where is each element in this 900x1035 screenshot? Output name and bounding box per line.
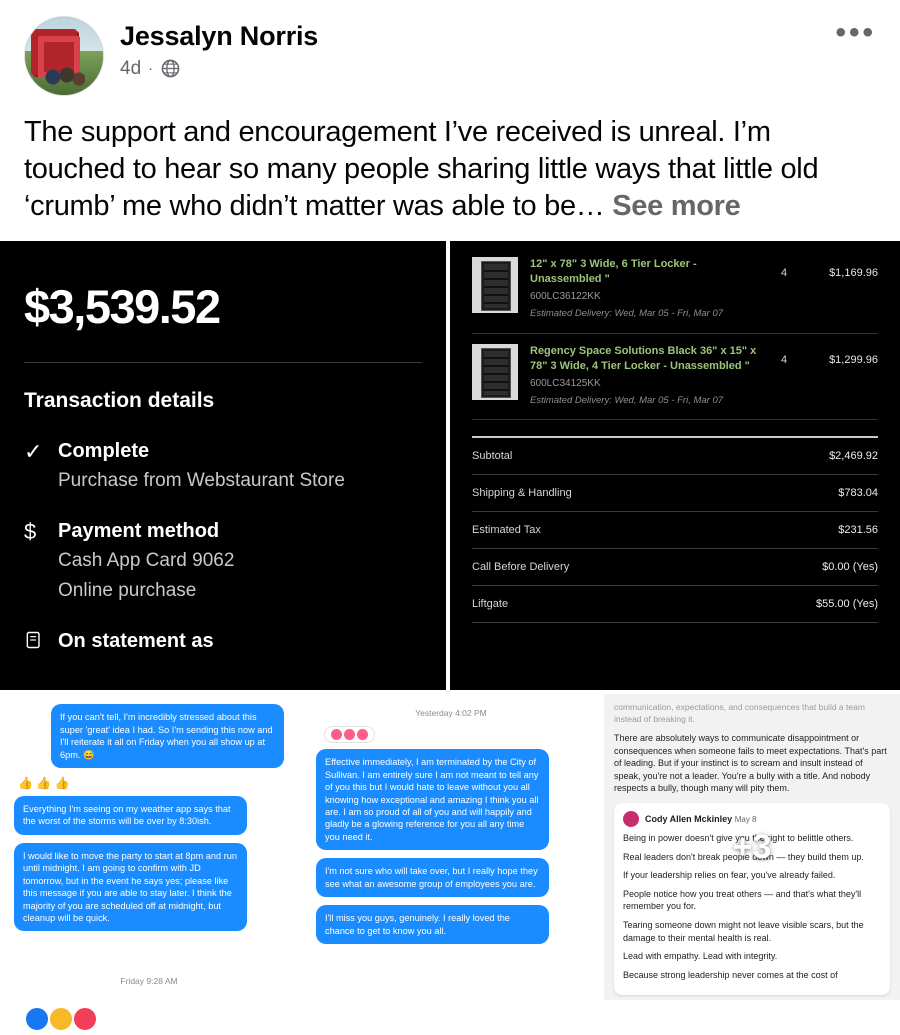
order-item-qty: 4 xyxy=(780,267,788,280)
order-item-delivery: Estimated Delivery: Wed, Mar 05 - Fri, Mar 07 xyxy=(530,394,724,406)
post-message-text: The support and encouragement I’ve received is unreal. I’m touched to hear so many people sharing little ways that little old ‘crumb’ me who didn’t matter was able to be… xyxy=(24,116,819,223)
comment-line: If your leadership relies on fear, you've already failed. xyxy=(623,870,836,881)
post-header xyxy=(0,0,900,96)
ellipsis-icon[interactable]: ••• xyxy=(835,16,876,49)
transaction-row-text xyxy=(58,519,234,603)
comment-body-text: There are absolutely ways to communicate disappointment or consequences when someone fails to meet expectations. That's part of leading. But if your instinct is to scream and insult instead of speak, you're not a leader. You're a bully with a title. And nobody respects a bully, though many will pity them. xyxy=(614,733,887,794)
attachment-cash-receipt[interactable] xyxy=(0,241,446,690)
comment-author xyxy=(623,811,881,827)
order-total-row xyxy=(472,512,878,549)
order-total-value: $2,469.92 xyxy=(829,450,878,463)
comment-line: Real leaders don't break people down — they build them up. xyxy=(623,851,864,862)
reactions-strip[interactable] xyxy=(0,1000,900,1032)
comment-line: Being in power doesn't give you the right to belittle others. xyxy=(623,833,854,844)
cash-receipt xyxy=(0,241,446,690)
sms-bubble: If you can't tell, I'm incredibly stressed about this super 'great' idea I had. So I'm sending this now and I'll reiterate it all on Friday when you all show up at 6pm. 😅 xyxy=(51,704,284,768)
order-summary xyxy=(450,241,900,690)
transaction-row-text xyxy=(58,629,214,653)
post-timestamp[interactable]: 4d xyxy=(120,57,142,79)
order-item-info xyxy=(530,257,764,321)
sms-timestamp: Friday 9:28 AM xyxy=(120,976,178,987)
statement-icon xyxy=(24,629,58,655)
avatar xyxy=(623,811,639,827)
transaction-row-payment xyxy=(24,519,422,603)
post-attachments-grid xyxy=(0,241,900,1000)
sms-bubble: I'll miss you guys, genuinely. I really loved the chance to get to know you all. xyxy=(316,905,549,944)
order-total-row xyxy=(472,438,878,475)
order-total-value: $231.56 xyxy=(838,524,878,537)
transaction-row-status xyxy=(24,439,422,493)
order-item xyxy=(472,334,878,421)
locker-thumbnail xyxy=(472,257,518,313)
order-total-row xyxy=(472,475,878,512)
comment-cut-off-text: communication, expectations, and consequences that build a team instead of breaking it. xyxy=(614,702,865,725)
order-total-row xyxy=(472,586,878,623)
order-item-price: $1,299.96 xyxy=(829,353,878,366)
order-item-sku: 600LC34125KK xyxy=(530,377,601,389)
heart-reactions-icon xyxy=(324,726,375,743)
sms-bubble: Effective immediately, I am terminated by the City of Sullivan. I am entirely sure I am not meant to tell any of you this but I would hate to leave without you all knowing how exceptional and amazing I think you all are. I am so proud of all of you and will happily and gladly be a glowing reference for you all any time you need it. xyxy=(316,749,549,850)
sms-bubble: Everything I'm seeing on my weather app says that the worst of the storms will be over by 8:30ish. xyxy=(14,796,247,835)
locker-icon xyxy=(481,348,511,398)
like-icon xyxy=(24,1006,50,1032)
order-total-value: $783.04 xyxy=(838,487,878,500)
love-icon xyxy=(72,1006,98,1032)
order-item xyxy=(472,247,878,334)
sms-timestamp: Yesterday 4:02 PM xyxy=(415,708,487,719)
post-message xyxy=(0,96,900,241)
status-sublabel: Purchase from Webstaurant Store xyxy=(58,470,345,492)
attachment-comment-screenshot[interactable] xyxy=(604,694,900,1000)
globe-icon[interactable] xyxy=(160,58,181,79)
comment-card xyxy=(614,803,890,995)
comment-author-name[interactable]: Cody Allen Mckinley xyxy=(645,813,733,824)
order-total-value: $0.00 (Yes) xyxy=(822,561,878,574)
post-meta xyxy=(120,58,835,80)
post-header-text xyxy=(120,16,835,80)
meta-separator: · xyxy=(148,60,154,78)
sms-screenshot-left xyxy=(0,694,298,1000)
transaction-row-statement xyxy=(24,629,422,655)
transaction-row-text xyxy=(58,439,345,493)
order-item-price: $1,169.96 xyxy=(829,267,878,280)
order-total-label: Shipping & Handling xyxy=(472,487,572,500)
order-total-row xyxy=(472,549,878,586)
order-total-label: Call Before Delivery xyxy=(472,561,570,574)
locker-thumbnail xyxy=(472,344,518,400)
attachment-sms-right[interactable] xyxy=(302,694,600,1000)
attachment-row-2 xyxy=(0,694,900,1000)
locker-icon xyxy=(481,261,511,311)
more-photos-count: +3 xyxy=(732,827,772,866)
sms-bubble: I would like to move the party to start at 8pm and run until midnight. I am going to confirm with JD tomorrow, but in the event he says yes; please like this message if you are able to stay later. I think the majority of you are scheduled off at midnight, but cleanup will be quick. xyxy=(14,843,247,932)
transaction-details-title: Transaction details xyxy=(24,389,215,413)
avatar-people xyxy=(45,63,85,89)
order-item-delivery: Estimated Delivery: Wed, Mar 05 - Fri, Mar 07 xyxy=(530,308,724,320)
comment-line: Lead with empathy. Lead with integrity. xyxy=(623,951,778,962)
sms-screenshot-right xyxy=(302,694,600,1000)
attachment-order-summary[interactable] xyxy=(450,241,900,690)
order-total-value: $55.00 (Yes) xyxy=(816,598,878,611)
comment-line: Because strong leadership never comes at the cost of xyxy=(623,969,838,980)
reaction-thumbs: 👍 👍 👍 xyxy=(18,776,70,791)
status-label: Complete xyxy=(58,440,150,463)
heart-icon xyxy=(331,729,342,740)
order-item-info xyxy=(530,344,764,408)
order-item-sku: 600LC36122KK xyxy=(530,291,601,303)
statement-label: On statement as xyxy=(58,629,214,652)
transaction-amount: $3,539.52 xyxy=(24,280,220,334)
order-total-label: Subtotal xyxy=(472,450,513,463)
divider xyxy=(24,362,422,363)
order-item-title[interactable]: 12" x 78" 3 Wide, 6 Tier Locker - Unassembled " xyxy=(530,258,697,286)
order-item-title[interactable]: Regency Space Solutions Black 36" x 15" x 78" 3 Wide, 4 Tier Locker - Unassembled " xyxy=(530,344,757,372)
payment-type-label: Online purchase xyxy=(58,579,197,601)
check-icon: ✓ xyxy=(24,439,43,465)
care-icon xyxy=(48,1006,74,1032)
comment-date: May 8 xyxy=(734,814,757,824)
attachment-row-1 xyxy=(0,241,900,690)
comment-screenshot xyxy=(604,694,900,1000)
order-item-qty: 4 xyxy=(780,353,788,366)
order-total-label: Liftgate xyxy=(472,598,509,611)
avatar[interactable] xyxy=(24,16,104,96)
heart-icon xyxy=(357,729,368,740)
order-total-label: Estimated Tax xyxy=(472,524,541,537)
sms-bubble: I'm not sure who will take over, but I really hope they see what an awesome group of employees you are. xyxy=(316,858,549,897)
comment-line: Tearing someone down might not leave visible scars, but the damage to their mental health is real. xyxy=(623,920,864,943)
dollar-icon: $ xyxy=(24,519,37,545)
post-author-name[interactable]: Jessalyn Norris xyxy=(120,21,319,51)
payment-method-label: Payment method xyxy=(58,520,220,543)
attachment-sms-left[interactable] xyxy=(0,694,298,1000)
payment-card-label: Cash App Card 9062 xyxy=(58,550,235,572)
heart-icon xyxy=(344,729,355,740)
see-more-link[interactable]: See more xyxy=(612,190,741,223)
comment-line: People notice how you treat others — and that's what they'll remember you for. xyxy=(623,888,862,912)
